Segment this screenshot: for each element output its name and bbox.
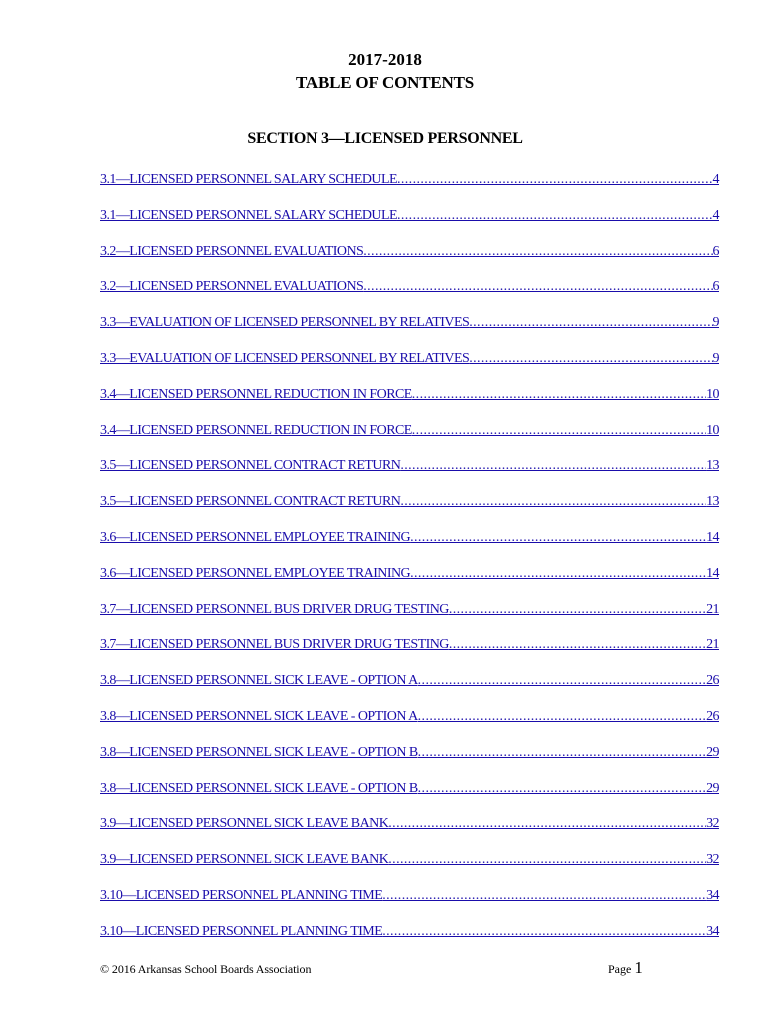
toc-entry [100,278,719,314]
toc-entry-title: 3.7—LICENSED PERSONNEL BUS DRIVER DRUG TESTING [100,637,449,653]
toc-entry [100,314,719,350]
section-heading: SECTION 3—LICENSED PERSONNEL [247,130,523,147]
dot-leader [418,708,706,726]
toc-link[interactable] [100,708,719,726]
toc-entry [100,923,719,959]
toc-link[interactable] [100,780,719,798]
toc-entry-title: 3.6—LICENSED PERSONNEL EMPLOYEE TRAINING [100,565,411,581]
toc-entry-page: 9 [712,315,719,331]
table-of-contents [100,171,719,959]
toc-entry [100,708,719,744]
page-number: 1 [634,958,643,977]
toc-link[interactable] [100,815,719,833]
dot-leader [363,278,712,296]
toc-entry-title: 3.1—LICENSED PERSONNEL SALARY SCHEDULE [100,172,397,187]
dot-leader [410,565,706,583]
toc-link[interactable] [100,565,719,583]
toc-link[interactable] [100,744,719,762]
dot-leader [449,601,706,619]
toc-entry [100,672,719,708]
dot-leader [382,923,706,941]
toc-entry-title: 3.3—EVALUATION OF LICENSED PERSONNEL BY RELATIVES [100,350,470,366]
toc-entry-page: 14 [706,565,719,581]
toc-link[interactable] [100,386,719,404]
dot-leader [449,636,706,654]
toc-entry [100,207,719,243]
toc-entry-title: 3.10—LICENSED PERSONNEL PLANNING TIME [100,923,383,939]
toc-entry-page: 6 [712,243,719,259]
dot-leader [418,744,706,762]
toc-entry-page: 14 [706,529,719,545]
dot-leader [388,851,706,869]
toc-entry-title: 3.2—LICENSED PERSONNEL EVALUATIONS [100,279,364,295]
toc-entry-page: 29 [706,744,719,760]
toc-link[interactable] [100,851,719,869]
toc-entry-title: 3.4—LICENSED PERSONNEL REDUCTION IN FORCE [100,422,412,438]
toc-entry-page: 21 [706,637,719,653]
toc-link[interactable] [100,278,719,296]
toc-link[interactable] [100,207,719,225]
toc-entry-page: 21 [706,601,719,617]
toc-entry-page: 34 [706,887,719,903]
toc-entry [100,851,719,887]
toc-entry-title: 3.4—LICENSED PERSONNEL REDUCTION IN FORCE [100,386,412,402]
toc-link[interactable] [100,243,719,261]
toc-entry [100,493,719,529]
footer-copyright: © 2016 Arkansas School Boards Association [100,962,312,976]
toc-entry [100,350,719,386]
toc-link[interactable] [100,601,719,619]
toc-entry-page: 13 [706,494,719,510]
toc-entry-page: 26 [706,708,719,724]
toc-entry-page: 10 [706,386,719,402]
toc-link[interactable] [100,171,719,189]
toc-entry-page: 4 [712,207,719,223]
dot-leader [388,815,706,833]
toc-link[interactable] [100,350,719,368]
toc-entry [100,887,719,923]
toc-entry [100,744,719,780]
dot-leader [410,529,706,547]
toc-entry-title: 3.3—EVALUATION OF LICENSED PERSONNEL BY RELATIVES [100,315,470,331]
toc-entry-title: 3.8—LICENSED PERSONNEL SICK LEAVE - OPTION B [100,744,418,760]
toc-entry-page: 10 [706,422,719,438]
toc-entry-title: 3.2—LICENSED PERSONNEL EVALUATIONS [100,243,364,259]
toc-entry-page: 29 [706,780,719,796]
toc-entry-title: 3.10—LICENSED PERSONNEL PLANNING TIME [100,887,383,903]
toc-entry-title: 3.5—LICENSED PERSONNEL CONTRACT RETURN [100,494,401,510]
dot-leader [469,314,712,332]
toc-link[interactable] [100,923,719,941]
dot-leader [397,171,713,189]
dot-leader [412,422,706,440]
toc-entry-title: 3.9—LICENSED PERSONNEL SICK LEAVE BANK [100,816,389,832]
toc-link[interactable] [100,636,719,654]
toc-entry [100,457,719,493]
toc-entry-page: 13 [706,458,719,474]
dot-leader [418,780,706,798]
toc-entry [100,529,719,565]
toc-entry-title: 3.8—LICENSED PERSONNEL SICK LEAVE - OPTION A [100,708,418,724]
toc-entry-page: 6 [712,279,719,295]
toc-entry-title: 3.8—LICENSED PERSONNEL SICK LEAVE - OPTION B [100,780,418,796]
toc-entry-page: 32 [706,852,719,868]
toc-entry [100,601,719,637]
document-year: 2017-2018 [348,50,422,69]
dot-leader [412,386,706,404]
toc-entry-title: 3.8—LICENSED PERSONNEL SICK LEAVE - OPTION A [100,673,418,689]
page-label: Page [608,962,632,976]
dot-leader [400,493,706,511]
toc-entry [100,171,719,207]
toc-link[interactable] [100,672,719,690]
dot-leader [469,350,712,368]
toc-link[interactable] [100,529,719,547]
dot-leader [363,243,712,261]
toc-entry [100,565,719,601]
toc-entry-page: 34 [706,923,719,939]
dot-leader [418,672,706,690]
toc-entry-title: 3.1—LICENSED PERSONNEL SALARY SCHEDULE [100,207,397,223]
dot-leader [397,207,713,225]
toc-entry-page: 9 [712,350,719,366]
toc-entry [100,386,719,422]
toc-link[interactable] [100,493,719,511]
toc-entry [100,636,719,672]
toc-entry-page: 26 [706,673,719,689]
toc-link[interactable] [100,314,719,332]
toc-entry [100,815,719,851]
toc-entry [100,422,719,458]
toc-entry-title: 3.6—LICENSED PERSONNEL EMPLOYEE TRAINING [100,529,411,545]
toc-link[interactable] [100,422,719,440]
toc-entry-page: 32 [706,816,719,832]
dot-leader [382,887,706,905]
toc-link[interactable] [100,887,719,905]
toc-entry-title: 3.9—LICENSED PERSONNEL SICK LEAVE BANK [100,852,389,868]
toc-entry [100,780,719,816]
footer-page-number [608,958,643,978]
dot-leader [400,457,706,475]
toc-entry-title: 3.5—LICENSED PERSONNEL CONTRACT RETURN [100,458,401,474]
page-title: TABLE OF CONTENTS [296,73,474,92]
toc-entry-page: 4 [712,172,719,187]
toc-entry [100,243,719,279]
toc-link[interactable] [100,457,719,475]
toc-entry-title: 3.7—LICENSED PERSONNEL BUS DRIVER DRUG TESTING [100,601,449,617]
